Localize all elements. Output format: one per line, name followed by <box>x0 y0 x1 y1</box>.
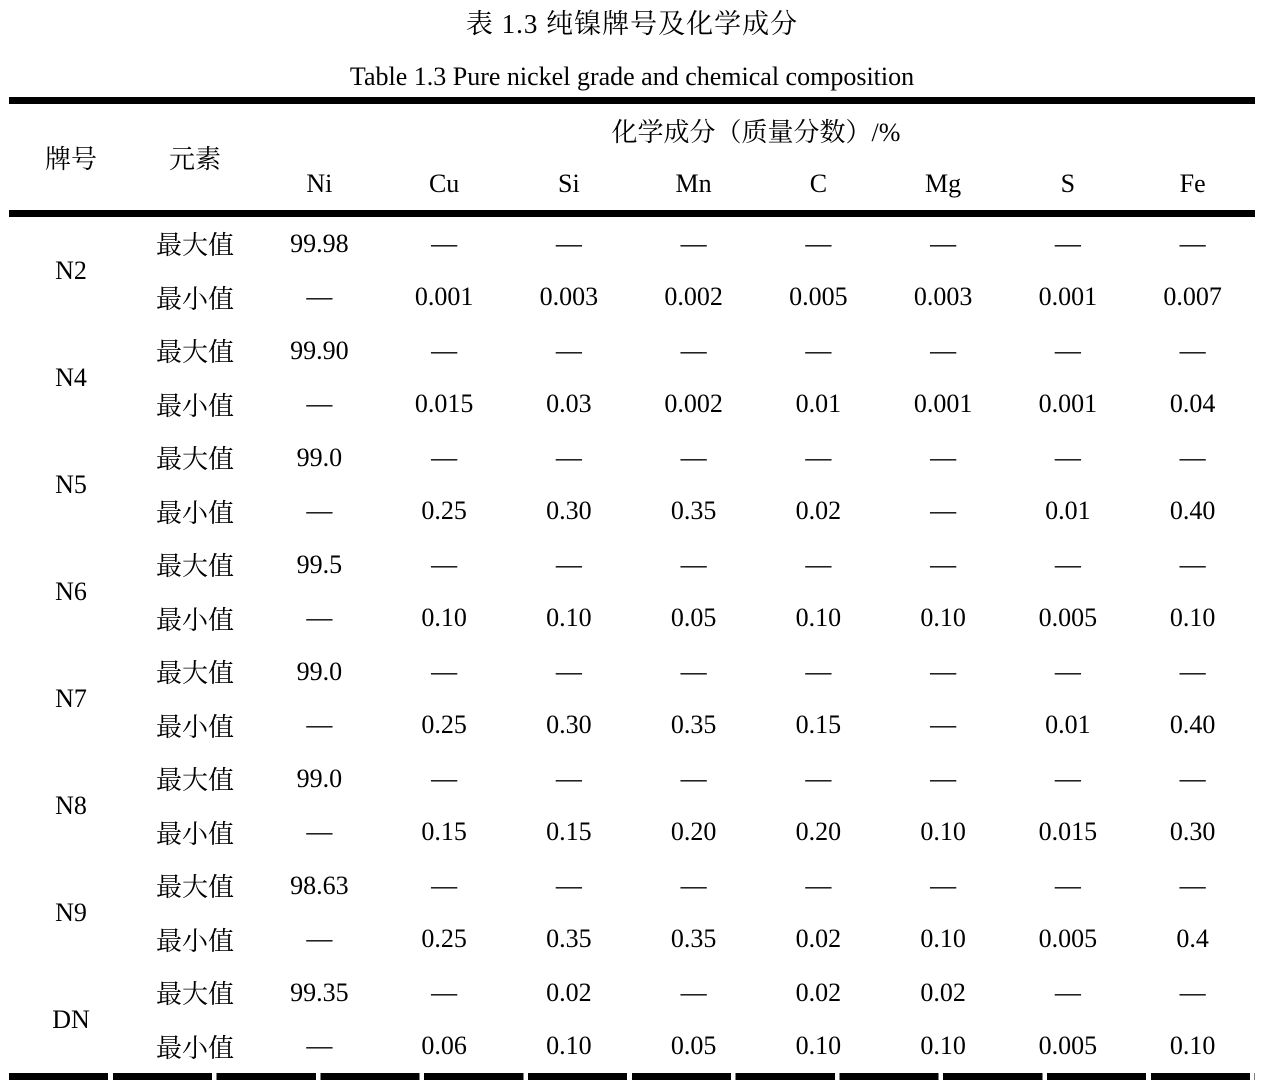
value-cell: 0.25 <box>421 710 467 740</box>
value-cell: — <box>1179 656 1206 686</box>
grade-cell-n6: N6 <box>55 576 87 606</box>
value-cell: 99.0 <box>296 656 343 686</box>
value-cell: 0.30 <box>1169 817 1216 847</box>
value-cell: — <box>805 763 832 793</box>
value-cell: 0.005 <box>1038 924 1098 954</box>
value-cell: — <box>680 228 707 258</box>
col-header-ni: Ni <box>306 168 333 198</box>
value-cell: — <box>306 710 333 740</box>
value-cell: — <box>1179 335 1206 365</box>
value-cell: — <box>306 924 333 954</box>
value-cell: 0.015 <box>414 389 474 419</box>
row-label-max: 最大值 <box>155 552 234 582</box>
table-row-n5-min <box>9 485 1255 539</box>
value-cell: — <box>680 442 707 472</box>
row-label-min: 最小值 <box>155 819 234 849</box>
row-label-min: 最小值 <box>155 926 234 956</box>
grade-cell-n9: N9 <box>55 897 87 927</box>
value-cell: — <box>1054 763 1081 793</box>
value-cell: — <box>680 656 707 686</box>
value-cell: 0.001 <box>1038 282 1098 312</box>
value-cell: 0.001 <box>913 389 973 419</box>
value-cell: — <box>555 335 582 365</box>
value-cell: — <box>431 228 458 258</box>
value-cell: — <box>805 442 832 472</box>
table-row-n6-min <box>9 592 1255 646</box>
value-cell: — <box>1054 656 1081 686</box>
value-cell: 0.20 <box>795 817 842 847</box>
value-cell: — <box>555 442 582 472</box>
value-cell: 99.98 <box>290 228 349 258</box>
value-cell: 98.63 <box>290 870 349 900</box>
col-header-s: S <box>1060 168 1076 198</box>
value-cell: — <box>930 496 957 526</box>
table-row-dn-max <box>9 966 1255 1020</box>
value-cell: 0.02 <box>795 924 842 954</box>
value-cell: 0.10 <box>920 603 966 633</box>
value-cell: — <box>680 335 707 365</box>
table-row-n7-min <box>9 699 1255 753</box>
value-cell: — <box>680 870 707 900</box>
value-cell: — <box>555 228 582 258</box>
value-cell: 0.10 <box>920 1031 966 1061</box>
value-cell: — <box>1179 870 1206 900</box>
nickel-composition-table <box>9 97 1255 1073</box>
value-cell: — <box>805 549 832 579</box>
value-cell: 0.02 <box>795 977 842 1007</box>
value-cell: — <box>431 335 458 365</box>
value-cell: — <box>805 656 832 686</box>
row-label-min: 最小值 <box>155 1033 234 1063</box>
row-label-max: 最大值 <box>155 659 234 689</box>
value-cell: — <box>805 335 832 365</box>
row-label-min: 最小值 <box>155 712 234 742</box>
value-cell: 0.40 <box>1169 710 1216 740</box>
value-cell: 0.10 <box>1169 603 1216 633</box>
value-cell: — <box>306 496 333 526</box>
value-cell: 0.10 <box>795 1031 842 1061</box>
value-cell: 0.10 <box>920 817 966 847</box>
value-cell: 0.35 <box>546 924 592 954</box>
col-header-si: Si <box>558 168 580 198</box>
value-cell: — <box>930 656 957 686</box>
value-cell: — <box>930 870 957 900</box>
value-cell: 0.005 <box>1038 1031 1098 1061</box>
value-cell: — <box>306 817 333 847</box>
value-cell: — <box>431 656 458 686</box>
value-cell: — <box>431 442 458 472</box>
value-cell: 0.04 <box>1169 389 1216 419</box>
value-cell: — <box>555 656 582 686</box>
col-header-element: 元素 <box>168 144 221 174</box>
value-cell: — <box>431 870 458 900</box>
value-cell: 0.01 <box>1045 496 1091 526</box>
value-cell: 0.005 <box>789 282 848 312</box>
value-cell: 99.35 <box>290 977 349 1007</box>
table-row-n8-max <box>9 752 1255 806</box>
value-cell: 0.10 <box>920 924 966 954</box>
value-cell: — <box>1179 549 1206 579</box>
row-label-min: 最小值 <box>155 284 234 314</box>
value-cell: 0.05 <box>670 603 717 633</box>
table-row-n5-max <box>9 431 1255 485</box>
value-cell: 0.15 <box>546 817 592 847</box>
value-cell: — <box>805 870 832 900</box>
col-header-c: C <box>809 168 828 198</box>
value-cell: — <box>555 763 582 793</box>
value-cell: — <box>930 549 957 579</box>
value-cell: — <box>930 442 957 472</box>
value-cell: 0.005 <box>1038 603 1098 633</box>
value-cell: 0.02 <box>920 977 966 1007</box>
table-row-n2-max <box>9 214 1255 271</box>
value-cell: 0.01 <box>795 389 842 419</box>
value-cell: 0.05 <box>670 1031 717 1061</box>
table-body <box>9 214 1255 1074</box>
table-row-n9-min <box>9 913 1255 967</box>
value-cell: — <box>431 977 458 1007</box>
value-cell: 0.25 <box>421 924 467 954</box>
col-header-cu: Cu <box>428 168 460 198</box>
value-cell: 0.10 <box>421 603 467 633</box>
value-cell: 0.01 <box>1045 710 1091 740</box>
col-header-mg: Mg <box>925 168 962 198</box>
table-row-n8-min <box>9 806 1255 860</box>
value-cell: 0.003 <box>539 282 599 312</box>
value-cell: 0.10 <box>546 1031 592 1061</box>
value-cell: — <box>431 549 458 579</box>
value-cell: 99.0 <box>296 442 343 472</box>
table-caption-english: Table 1.3 Pure nickel grade and chemical composition <box>349 62 915 91</box>
value-cell: — <box>1054 549 1081 579</box>
value-cell: — <box>306 389 333 419</box>
value-cell: 0.02 <box>546 977 592 1007</box>
row-label-min: 最小值 <box>155 391 234 421</box>
value-cell: 0.20 <box>670 817 717 847</box>
value-cell: 99.0 <box>296 763 343 793</box>
value-cell: — <box>306 603 333 633</box>
value-cell: 0.15 <box>421 817 467 847</box>
grade-cell-n5: N5 <box>55 469 87 499</box>
grade-cell-n8: N8 <box>55 790 87 820</box>
value-cell: — <box>431 763 458 793</box>
value-cell: 0.015 <box>1038 817 1098 847</box>
value-cell: 0.02 <box>795 496 842 526</box>
row-label-min: 最小值 <box>155 498 234 528</box>
row-label-max: 最大值 <box>155 766 234 796</box>
row-label-max: 最大值 <box>155 231 234 261</box>
col-header-composition: 化学成分（质量分数）/% <box>611 118 901 147</box>
value-cell: — <box>306 1031 333 1061</box>
value-cell: 0.15 <box>795 710 842 740</box>
value-cell: 0.10 <box>1169 1031 1216 1061</box>
row-label-max: 最大值 <box>155 338 234 368</box>
grade-cell-n7: N7 <box>55 683 87 713</box>
table-row-dn-min <box>9 1020 1255 1074</box>
value-cell: 0.35 <box>670 924 717 954</box>
value-cell: 0.25 <box>421 496 467 526</box>
value-cell: 0.10 <box>546 603 592 633</box>
grade-cell-n2: N2 <box>55 255 87 285</box>
table-caption-chinese: 表 1.3 纯镍牌号及化学成分 <box>465 9 799 39</box>
value-cell: — <box>930 710 957 740</box>
value-cell: — <box>680 763 707 793</box>
value-cell: 0.30 <box>546 496 592 526</box>
value-cell: 99.90 <box>290 335 349 365</box>
value-cell: — <box>1179 228 1206 258</box>
grade-cell-dn: DN <box>52 1004 90 1034</box>
value-cell: — <box>1054 228 1081 258</box>
col-header-grade: 牌号 <box>44 144 97 174</box>
value-cell: 99.5 <box>296 549 343 579</box>
value-cell: — <box>555 549 582 579</box>
row-label-max: 最大值 <box>155 445 234 475</box>
value-cell: 0.001 <box>1038 389 1098 419</box>
row-label-min: 最小值 <box>155 605 234 635</box>
value-cell: 0.03 <box>546 389 592 419</box>
value-cell: 0.4 <box>1176 924 1209 954</box>
table-row-n2-min <box>9 271 1255 325</box>
table-row-n9-max <box>9 859 1255 913</box>
table-row-n4-max <box>9 324 1255 378</box>
value-cell: — <box>1179 763 1206 793</box>
value-cell: — <box>1054 442 1081 472</box>
value-cell: — <box>680 549 707 579</box>
row-label-max: 最大值 <box>155 980 234 1010</box>
table-row-n7-max <box>9 645 1255 699</box>
value-cell: — <box>930 763 957 793</box>
value-cell: — <box>1054 977 1081 1007</box>
value-cell: 0.30 <box>546 710 592 740</box>
value-cell: — <box>306 282 333 312</box>
value-cell: — <box>555 870 582 900</box>
value-cell: — <box>680 977 707 1007</box>
header-row-top <box>9 101 1255 158</box>
table-header <box>9 101 1255 214</box>
value-cell: 0.002 <box>664 282 723 312</box>
table-row-n4-min <box>9 378 1255 432</box>
table-row-n6-max <box>9 538 1255 592</box>
value-cell: — <box>930 228 957 258</box>
value-cell: — <box>930 335 957 365</box>
value-cell: 0.002 <box>664 389 723 419</box>
value-cell: 0.35 <box>670 710 717 740</box>
value-cell: 0.001 <box>414 282 474 312</box>
value-cell: — <box>1179 977 1206 1007</box>
value-cell: 0.40 <box>1169 496 1216 526</box>
value-cell: — <box>1054 870 1081 900</box>
col-header-fe: Fe <box>1179 168 1206 198</box>
grade-cell-n4: N4 <box>55 362 87 392</box>
col-header-mn: Mn <box>675 168 712 198</box>
value-cell: — <box>805 228 832 258</box>
value-cell: — <box>1179 442 1206 472</box>
row-label-max: 最大值 <box>155 873 234 903</box>
value-cell: — <box>1054 335 1081 365</box>
value-cell: 0.007 <box>1163 282 1222 312</box>
table-bottom-rule <box>9 1073 1255 1080</box>
value-cell: 0.35 <box>670 496 717 526</box>
value-cell: 0.06 <box>421 1031 467 1061</box>
value-cell: 0.10 <box>795 603 842 633</box>
value-cell: 0.003 <box>913 282 973 312</box>
